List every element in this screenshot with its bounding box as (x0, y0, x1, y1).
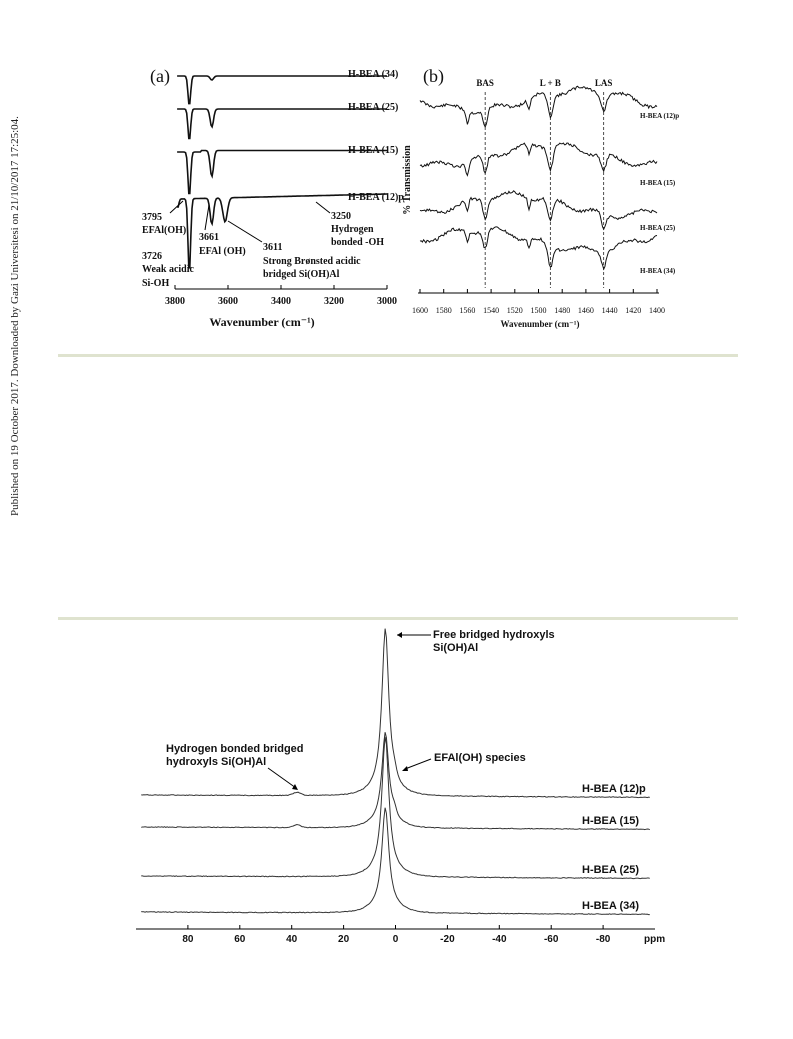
axis-b-tick-label: 1460 (577, 306, 594, 315)
axis-a-tick-label: 3200 (324, 296, 344, 307)
axis-c-tick-label: 40 (286, 934, 298, 945)
legend-c-label: H-BEA (15) (582, 815, 640, 827)
axis-c-tick-label: 0 (392, 934, 399, 945)
nmr-curve (141, 808, 650, 915)
annot-a-3250-value: 3250 (331, 211, 351, 222)
legend-b-label: H-BEA (12)p (640, 112, 680, 120)
axis-a-xlabel: Wavenumber (cm⁻¹) (209, 315, 315, 329)
annot-a-3726-value: 3726 (142, 251, 162, 262)
annot-a-3726-label: Si-OH (142, 278, 170, 289)
axis-a-tick-label: 3600 (218, 296, 238, 307)
legend-b-label: H-BEA (25) (640, 224, 676, 232)
axis-c-xlabel: ppm (644, 934, 666, 945)
annot-c-free-arrowhead (397, 632, 402, 638)
axis-b-tick-label: 1540 (483, 306, 500, 315)
axis-b-tick-label: 1420 (625, 306, 642, 315)
reference-line-label: LAS (594, 78, 613, 88)
axis-b-ylabel: % Transmission (402, 145, 413, 215)
annot-a-3726-label: Weak acidic (142, 264, 194, 275)
annot-a-3611-label: Strong Brønsted acidic (263, 256, 361, 267)
annot-a-3661-label: EFAl (OH) (199, 246, 246, 257)
axis-a-tick-label: 3800 (165, 296, 185, 307)
publication-side-note: Published on 19 October 2017. Downloaded by Gazi Universitesi on 21/10/2017 17:25:04. (9, 116, 21, 516)
annot-c-free-label: Si(OH)Al (433, 642, 479, 654)
legend-a-label: H-BEA (12)p (348, 192, 404, 203)
annot-a-3250-label: Hydrogen (331, 224, 374, 235)
reference-line-label: BAS (476, 78, 494, 88)
annot-c-hbond-label: hydroxyls Si(OH)Al (166, 756, 267, 768)
legend-a-label: H-BEA (25) (348, 102, 399, 113)
annot-a-3250-label: bonded -OH (331, 237, 385, 248)
nmr-curve (141, 629, 650, 798)
annot-c-hbond-arrow (268, 768, 296, 788)
legend-a-label: H-BEA (15) (348, 145, 399, 156)
annot-a-3611-label: bridged Si(OH)Al (263, 269, 340, 280)
axis-b-xlabel: Wavenumber (cm⁻¹) (500, 319, 580, 329)
axis-a-tick-label: 3400 (271, 296, 291, 307)
axis-b-tick-label: 1400 (649, 306, 665, 315)
legend-c-label: H-BEA (34) (582, 900, 640, 912)
axis-a-tick-label: 3000 (377, 296, 397, 307)
annot-c-efal-label: EFAl(OH) species (434, 752, 526, 764)
axis-b-tick-label: 1600 (412, 306, 428, 315)
axis-b-tick-label: 1480 (554, 306, 571, 315)
axis-b-tick-label: 1520 (506, 306, 523, 315)
panel-a-label: (a) (150, 66, 170, 86)
legend-c-label: H-BEA (12)p (582, 783, 646, 795)
panel-b-label: (b) (423, 66, 444, 86)
axis-c-tick-label: -40 (492, 934, 507, 945)
annot-c-efal-arrowhead (402, 766, 408, 771)
axis-b-tick-label: 1440 (601, 306, 618, 315)
annot-a-3795-label: EFAl(OH) (142, 225, 187, 236)
axis-b-tick-label: 1500 (530, 306, 547, 315)
annot-a-3795-value: 3795 (142, 212, 162, 223)
axis-c-tick-label: 80 (182, 934, 194, 945)
axis-c-tick-label: -20 (440, 934, 455, 945)
legend-b-label: H-BEA (34) (640, 267, 676, 275)
axis-b-tick-label: 1580 (435, 306, 452, 315)
axis-c-tick-label: -60 (543, 934, 559, 945)
annot-a-3611-value: 3611 (263, 242, 283, 253)
reference-line-label: L + B (539, 78, 561, 88)
legend-a-label: H-BEA (34) (348, 69, 399, 80)
annot-a-3661-value: 3661 (199, 232, 219, 243)
axis-c-tick-label: 60 (234, 934, 246, 945)
annot-c-hbond-label: Hydrogen bonded bridged (166, 743, 304, 755)
axis-c-tick-label: -80 (595, 934, 611, 945)
legend-b-label: H-BEA (15) (640, 179, 676, 187)
annot-c-efal-arrow (405, 759, 431, 769)
annot-c-hbond-arrowhead (292, 784, 298, 790)
legend-c-label: H-BEA (25) (582, 864, 640, 876)
annot-c-free-label: Free bridged hydroxyls (433, 629, 555, 641)
axis-c-tick-label: 20 (338, 934, 350, 945)
axis-b-tick-label: 1560 (459, 306, 476, 315)
